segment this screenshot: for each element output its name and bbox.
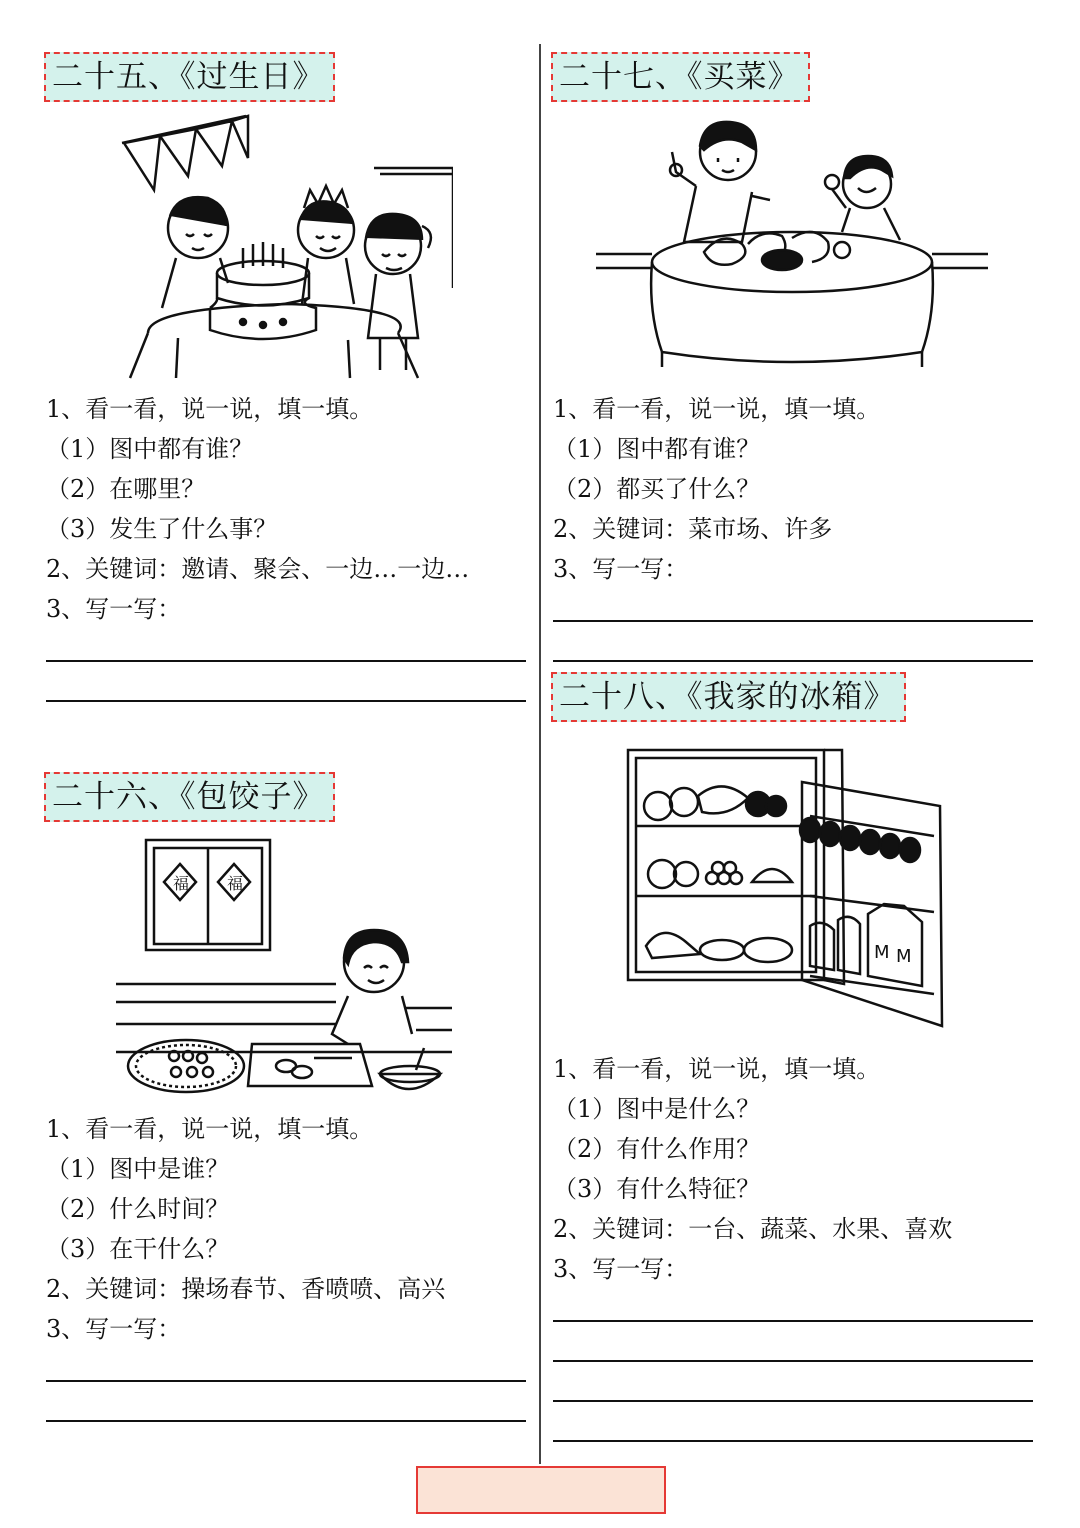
s27-writing-line-1[interactable] bbox=[553, 620, 1033, 622]
fu-character-right: 福 bbox=[227, 874, 244, 893]
s28-writing-line-2[interactable] bbox=[553, 1360, 1033, 1362]
s26-subquestion-3: （3）在干什么？ bbox=[46, 1235, 230, 1263]
s28-writing-line-1[interactable] bbox=[553, 1320, 1033, 1322]
s28-subquestion-2: （2）有什么作用？ bbox=[553, 1135, 761, 1163]
s25-writing-line-2[interactable] bbox=[46, 700, 526, 702]
s27-question-1: 1、看一看，说一说，填一填。 bbox=[553, 395, 881, 423]
s26-subquestion-1: （1）图中是谁？ bbox=[46, 1155, 230, 1183]
s25-writing-line-1[interactable] bbox=[46, 660, 526, 662]
section-27-title: 二十七、《买菜》 bbox=[551, 52, 810, 102]
s28-subquestion-1: （1）图中是什么？ bbox=[553, 1095, 761, 1123]
section-26-title: 二十六、《包饺子》 bbox=[44, 772, 335, 822]
refrigerator-illustration bbox=[622, 746, 962, 1036]
section-28-title: 二十八、《我家的冰箱》 bbox=[551, 672, 906, 722]
s27-write-prompt: 3、写一写： bbox=[553, 555, 689, 583]
s28-keywords: 2、关键词：一台、蔬菜、水果、喜欢 bbox=[553, 1215, 953, 1243]
dumpling-making-illustration bbox=[116, 834, 456, 1096]
s27-writing-line-2[interactable] bbox=[553, 660, 1033, 662]
birthday-party-illustration bbox=[118, 108, 453, 383]
s26-question-1: 1、看一看，说一说，填一填。 bbox=[46, 1115, 374, 1143]
fu-character-left: 福 bbox=[173, 874, 190, 893]
s27-subquestion-1: （1）图中都有谁？ bbox=[553, 435, 761, 463]
s26-keywords: 2、关键词：操场春节、香喷喷、高兴 bbox=[46, 1275, 446, 1303]
s28-question-1: 1、看一看，说一说，填一填。 bbox=[553, 1055, 881, 1083]
milk-label-2: M bbox=[896, 946, 912, 967]
s26-write-prompt: 3、写一写： bbox=[46, 1315, 182, 1343]
s25-write-prompt: 3、写一写： bbox=[46, 595, 182, 623]
s25-subquestion-2: （2）在哪里？ bbox=[46, 475, 206, 503]
s27-keywords: 2、关键词：菜市场、许多 bbox=[553, 515, 833, 543]
s28-subquestion-3: （3）有什么特征？ bbox=[553, 1175, 761, 1203]
s26-writing-line-1[interactable] bbox=[46, 1380, 526, 1382]
s25-subquestion-1: （1）图中都有谁？ bbox=[46, 435, 254, 463]
s25-subquestion-3: （3）发生了什么事？ bbox=[46, 515, 278, 543]
s28-writing-line-3[interactable] bbox=[553, 1400, 1033, 1402]
s28-write-prompt: 3、写一写： bbox=[553, 1255, 689, 1283]
s25-keywords: 2、关键词：邀请、聚会、一边…一边… bbox=[46, 555, 470, 583]
grocery-shopping-illustration bbox=[592, 112, 992, 382]
footer-box bbox=[416, 1466, 666, 1514]
section-25-title: 二十五、《过生日》 bbox=[44, 52, 335, 102]
s26-subquestion-2: （2）什么时间？ bbox=[46, 1195, 230, 1223]
s25-question-1: 1、看一看，说一说，填一填。 bbox=[46, 395, 374, 423]
s26-writing-line-2[interactable] bbox=[46, 1420, 526, 1422]
milk-label-1: M bbox=[874, 942, 890, 963]
s28-writing-line-4[interactable] bbox=[553, 1440, 1033, 1442]
s27-subquestion-2: （2）都买了什么？ bbox=[553, 475, 761, 503]
column-divider bbox=[539, 44, 541, 1464]
